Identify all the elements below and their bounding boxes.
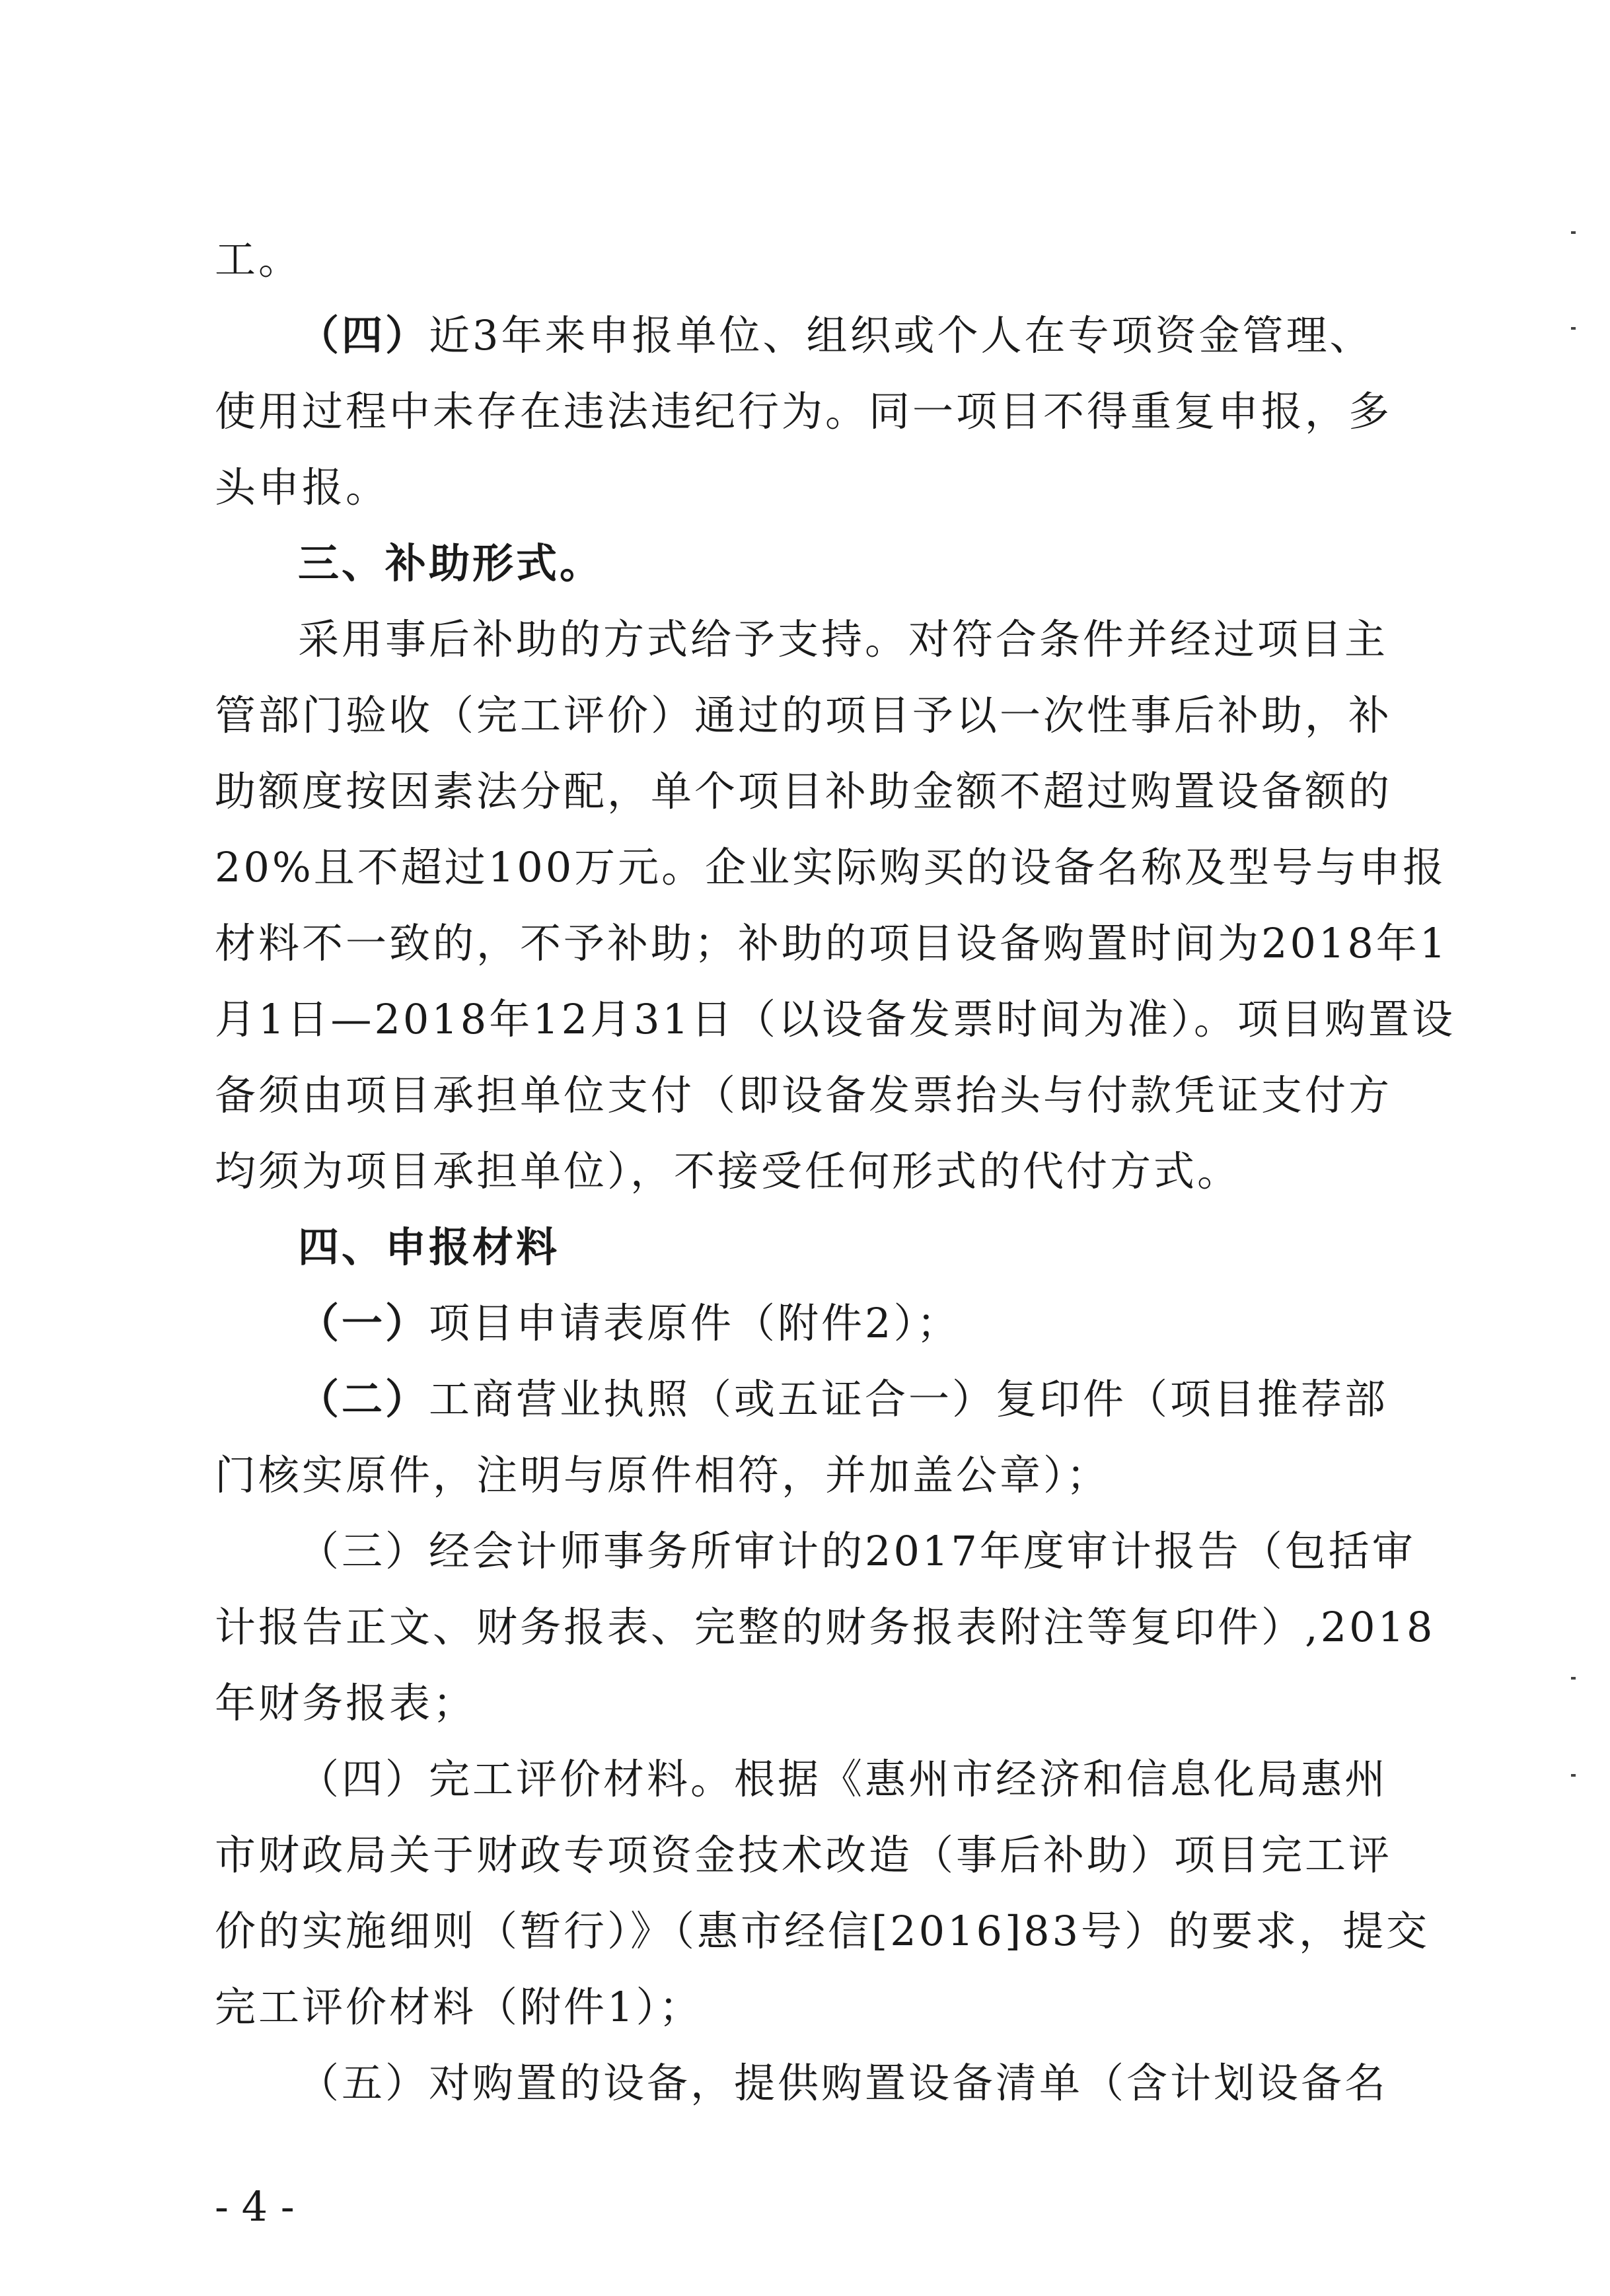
page-number: - 4 - xyxy=(215,2182,295,2231)
scan-mark xyxy=(1571,1774,1576,1777)
scan-mark xyxy=(1571,327,1576,330)
text-line: 使用过程中未存在违法违纪行为。同一项目不得重复申报，多 xyxy=(215,387,1393,435)
text-line: 年财务报表； xyxy=(215,1679,477,1727)
document-body xyxy=(215,221,1456,2121)
line-text: 工商营业执照（或五证合一）复印件（项目推荐部 xyxy=(429,1375,1389,1423)
text-line: （三）经会计师事务所审计的2017年度审计报告（包括审 xyxy=(298,1527,1416,1575)
item-marker: （一） xyxy=(298,1299,429,1347)
text-line: （四）完工评价材料。根据《惠州市经济和信息化局惠州 xyxy=(298,1755,1389,1803)
text-line: 采用事后补助的方式给予支持。对符合条件并经过项目主 xyxy=(298,615,1389,663)
text-line xyxy=(215,1285,1417,1361)
line-text: 近3年来申报单位、组织或个人在专项资金管理、 xyxy=(429,311,1373,359)
text-line xyxy=(215,297,1417,373)
text-line: 备须由项目承担单位支付（即设备发票抬头与付款凭证支付方 xyxy=(215,1071,1393,1119)
text-line: 工。 xyxy=(215,235,303,283)
text-line: （五）对购置的设备，提供购置设备清单（含计划设备名 xyxy=(298,2059,1389,2107)
item-marker: （二） xyxy=(298,1375,429,1423)
text-line: 门核实原件，注明与原件相符，并加盖公章）； xyxy=(215,1451,1111,1499)
text-line: 月1日—2018年12月31日（以设备发票时间为准）。项目购置设 xyxy=(215,995,1456,1043)
scan-mark xyxy=(1571,1677,1576,1680)
text-line: 管部门验收（完工评价）通过的项目予以一次性事后补助，补 xyxy=(215,691,1393,739)
section-heading: 四、申报材料 xyxy=(298,1223,560,1271)
text-line: 计报告正文、财务报表、完整的财务报表附注等复印件）,2018 xyxy=(215,1603,1436,1651)
item-marker: （四） xyxy=(298,311,429,359)
text-line: 价的实施细则（暂行）》（惠市经信[2016]83号）的要求，提交 xyxy=(215,1907,1430,1955)
section-heading: 三、补助形式。 xyxy=(298,539,604,587)
line-text: 项目申请表原件（附件2）； xyxy=(429,1299,961,1347)
text-line: 均须为项目承担单位），不接受任何形式的代付方式。 xyxy=(215,1147,1241,1195)
text-line: 市财政局关于财政专项资金技术改造（事后补助）项目完工评 xyxy=(215,1831,1393,1879)
text-line: 助额度按因素法分配，单个项目补助金额不超过购置设备额的 xyxy=(215,767,1393,815)
text-line: 材料不一致的，不予补助；补助的项目设备购置时间为2018年1 xyxy=(215,919,1449,967)
scan-mark xyxy=(1571,231,1576,234)
text-line xyxy=(215,1361,1417,1437)
text-line: 完工评价材料（附件1）； xyxy=(215,1983,703,2031)
text-line: 20%且不超过100万元。企业实际购买的设备名称及型号与申报 xyxy=(215,843,1447,891)
text-line: 头申报。 xyxy=(215,463,390,511)
